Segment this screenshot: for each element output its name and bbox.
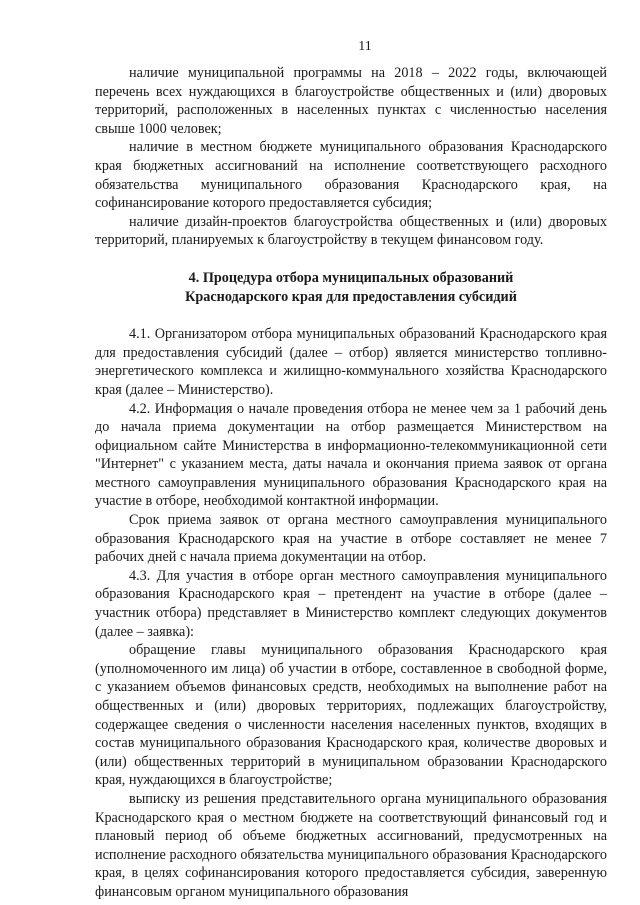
paragraph-4-3: 4.3. Для участия в отборе орган местного самоуправления муниципального образования Краснодарского края – претендент на участие в отборе (далее – участник отбора) представляет в Министерство комплект следующих документов (далее – заявка):: [95, 567, 607, 640]
paragraph-application-deadline: Срок приема заявок от органа местного самоуправления муниципального образования Краснодарского края на участие в отборе составляет не менее 7 рабочих дней с начала приема документации на отбор.: [95, 512, 607, 566]
page-number: 11: [358, 39, 372, 54]
paragraph-appeal-document: обращение главы муниципального образования Краснодарского края (уполномоченного им лица) об участии в отборе, составленное в свободной форме, с указанием объемов финансовых средств, необходимых на выполнение работ на общественных и (или) дворовых территориях, подлежащих благоустройству, содержащее сведения о численности населения населенных пунктов, входящих в состав муниципального образования Краснодарского края, количестве дворовых и (или) общественных территорий в муниципальном образовании Краснодарского края, нуждающихся в благоустройстве;: [95, 642, 607, 789]
paragraph-4-1: 4.1. Организатором отбора муниципальных образований Краснодарского края для предоставления субсидий (далее – отбор) является министерство топливно-энергетического комплекса и жилищно-коммунального хозяйства Краснодарского края (далее – Министерство).: [95, 326, 607, 398]
section-heading-line2: Краснодарского края для предоставления субсидий: [185, 288, 517, 305]
section-heading-line1: 4. Процедура отбора муниципальных образований: [188, 269, 514, 286]
paragraph-budget-requirement: наличие в местном бюджете муниципального образования Краснодарского края бюджетных ассигнований на исполнение соответствующего расходного обязательства муниципального образования Краснодарского края, на софинансирование которого предоставляется субсидия;: [95, 139, 607, 212]
paragraph-4-2: 4.2. Информация о начале проведения отбора не менее чем за 1 рабочий день до начала приема документации на отбор размещается Министерством на официальном сайте Министерства в информационно-телекоммуникационной сети "Интернет" с указанием места, даты начала и окончания приема заявок от органа местного самоуправления муниципального образования Краснодарского края на участие в отборе, необходимой контактной информации.: [95, 400, 607, 510]
paragraph-budget-extract: выписку из решения представительного органа муниципального образования Краснодарского края о местном бюджете на соответствующий финансовый год и плановый период об объеме бюджетных ассигнований, предусмотренных на исполнение расходного обязательства муниципального образования Краснодарского края, в целях софинансирования которого предоставляется субсидия, заверенную финансовым органом муниципального образования: [95, 790, 607, 900]
paragraph-program-requirement: наличие муниципальной программы на 2018 – 2022 годы, включающей перечень всех нуждающихся в благоустройстве общественных и (или) дворовых территорий, расположенных в населенных пунктах с численностью населения свыше 1000 человек;: [95, 65, 607, 137]
document-page: [95, 38, 607, 902]
paragraph-design-requirement: наличие дизайн-проектов благоустройства общественных и (или) дворовых территорий, планируемых к благоустройству в текущем финансовом году.: [95, 213, 607, 249]
section-heading: [95, 269, 607, 306]
